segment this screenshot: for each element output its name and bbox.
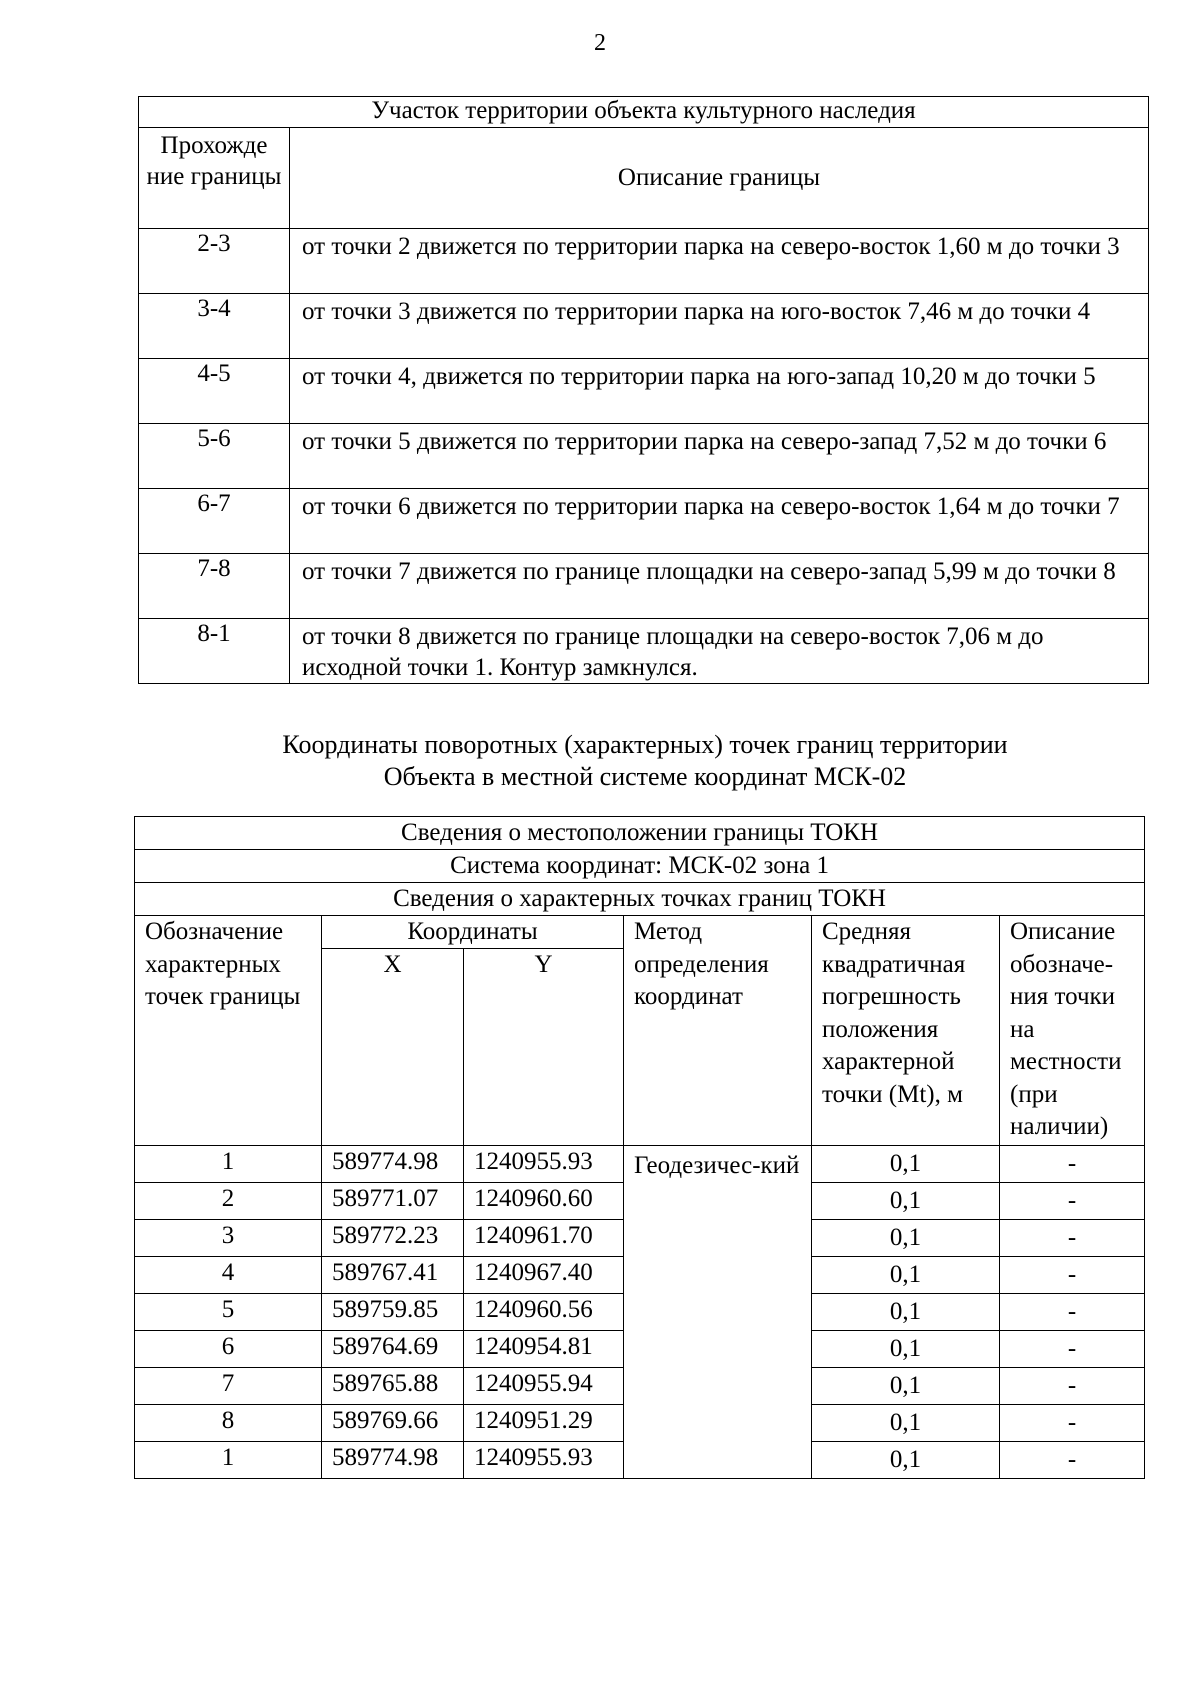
boundary-segment: 6-7 — [139, 489, 290, 554]
coordinate-y: 1240955.94 — [464, 1368, 624, 1405]
point-number: 2 — [135, 1183, 322, 1220]
coordinates-title-line1: Координаты поворотных (характерных) точек границ территории — [282, 730, 1008, 759]
point-number: 8 — [135, 1405, 322, 1442]
mean-square-error: 0,1 — [812, 1294, 1000, 1331]
header-description: Описание границы — [290, 128, 1149, 229]
boundary-segment: 2-3 — [139, 229, 290, 294]
header-method: Метод определения координат — [624, 916, 812, 1146]
coordinates-table — [134, 816, 1145, 1479]
boundary-description: от точки 2 движется по территории парка на северо-восток 1,60 м до точки 3 — [290, 229, 1149, 294]
boundary-row — [139, 229, 1149, 294]
coordinate-y: 1240955.93 — [464, 1146, 624, 1183]
boundary-row — [139, 294, 1149, 359]
mean-square-error: 0,1 — [812, 1146, 1000, 1183]
header-designation: Обозначение характерных точек границы — [135, 916, 322, 1146]
page-number: 2 — [594, 30, 606, 56]
point-description: - — [1000, 1368, 1145, 1405]
coordinate-x: 589772.23 — [322, 1220, 464, 1257]
boundary-description: от точки 7 движется по границе площадки на северо-запад 5,99 м до точки 8 — [290, 554, 1149, 619]
header-point-description: Описание обозначе-ния точки на местности (при наличии) — [1000, 916, 1145, 1146]
boundary-row — [139, 359, 1149, 424]
coordinate-x: 589774.98 — [322, 1442, 464, 1479]
boundary-segment: 8-1 — [139, 619, 290, 684]
boundary-description: от точки 5 движется по территории парка на северо-запад 7,52 м до точки 6 — [290, 424, 1149, 489]
coordinate-y: 1240951.29 — [464, 1405, 624, 1442]
banner-points: Сведения о характерных точках границ ТОКН — [135, 883, 1145, 916]
point-description: - — [1000, 1405, 1145, 1442]
boundary-description-table — [138, 96, 1149, 684]
coordinate-x: 589764.69 — [322, 1331, 464, 1368]
header-passage: Прохожде ние границы — [139, 128, 290, 229]
boundary-row — [139, 619, 1149, 684]
boundary-description: от точки 3 движется по территории парка на юго-восток 7,46 м до точки 4 — [290, 294, 1149, 359]
mean-square-error: 0,1 — [812, 1442, 1000, 1479]
boundary-description: от точки 4, движется по территории парка на юго-запад 10,20 м до точки 5 — [290, 359, 1149, 424]
coordinate-x: 589774.98 — [322, 1146, 464, 1183]
coordinate-x: 589759.85 — [322, 1294, 464, 1331]
boundary-segment: 3-4 — [139, 294, 290, 359]
mean-square-error: 0,1 — [812, 1331, 1000, 1368]
coordinate-y: 1240967.40 — [464, 1257, 624, 1294]
point-description: - — [1000, 1294, 1145, 1331]
boundary-segment: 5-6 — [139, 424, 290, 489]
boundary-segment: 4-5 — [139, 359, 290, 424]
banner-location: Сведения о местоположении границы ТОКН — [135, 817, 1145, 850]
header-error: Средняя квадратичная погрешность положения характерной точки (Mt), м — [812, 916, 1000, 1146]
coordinate-y: 1240954.81 — [464, 1331, 624, 1368]
point-description: - — [1000, 1257, 1145, 1294]
boundary-description: от точки 6 движется по территории парка на северо-восток 1,64 м до точки 7 — [290, 489, 1149, 554]
point-number: 7 — [135, 1368, 322, 1405]
coordinate-y: 1240960.56 — [464, 1294, 624, 1331]
coordinate-y: 1240960.60 — [464, 1183, 624, 1220]
point-number: 6 — [135, 1331, 322, 1368]
point-number: 1 — [135, 1442, 322, 1479]
header-y: Y — [464, 949, 624, 1146]
coordinate-x: 589769.66 — [322, 1405, 464, 1442]
point-description: - — [1000, 1442, 1145, 1479]
point-description: - — [1000, 1146, 1145, 1183]
coordinate-y: 1240955.93 — [464, 1442, 624, 1479]
coordinate-x: 589767.41 — [322, 1257, 464, 1294]
point-number: 4 — [135, 1257, 322, 1294]
coordinate-x: 589771.07 — [322, 1183, 464, 1220]
mean-square-error: 0,1 — [812, 1368, 1000, 1405]
point-number: 1 — [135, 1146, 322, 1183]
header-coordinates: Координаты — [322, 916, 624, 949]
boundary-table-title: Участок территории объекта культурного наследия — [139, 97, 1149, 128]
mean-square-error: 0,1 — [812, 1183, 1000, 1220]
method-value: Геодезичес-кий — [624, 1146, 812, 1479]
boundary-row — [139, 489, 1149, 554]
boundary-description: от точки 8 движется по границе площадки на северо-восток 7,06 м до исходной точки 1. Контур замкнулся. — [290, 619, 1149, 684]
mean-square-error: 0,1 — [812, 1405, 1000, 1442]
boundary-row — [139, 424, 1149, 489]
point-number: 3 — [135, 1220, 322, 1257]
point-number: 5 — [135, 1294, 322, 1331]
point-description: - — [1000, 1220, 1145, 1257]
banner-system: Система координат: МСК-02 зона 1 — [135, 850, 1145, 883]
point-description: - — [1000, 1183, 1145, 1220]
point-description: - — [1000, 1331, 1145, 1368]
coordinates-title-line2: Объекта в местной системе координат МСК-02 — [383, 762, 907, 791]
mean-square-error: 0,1 — [812, 1257, 1000, 1294]
coordinate-row — [135, 1146, 1145, 1183]
coordinate-x: 589765.88 — [322, 1368, 464, 1405]
coordinate-y: 1240961.70 — [464, 1220, 624, 1257]
boundary-row — [139, 554, 1149, 619]
mean-square-error: 0,1 — [812, 1220, 1000, 1257]
boundary-segment: 7-8 — [139, 554, 290, 619]
header-x: X — [322, 949, 464, 1146]
